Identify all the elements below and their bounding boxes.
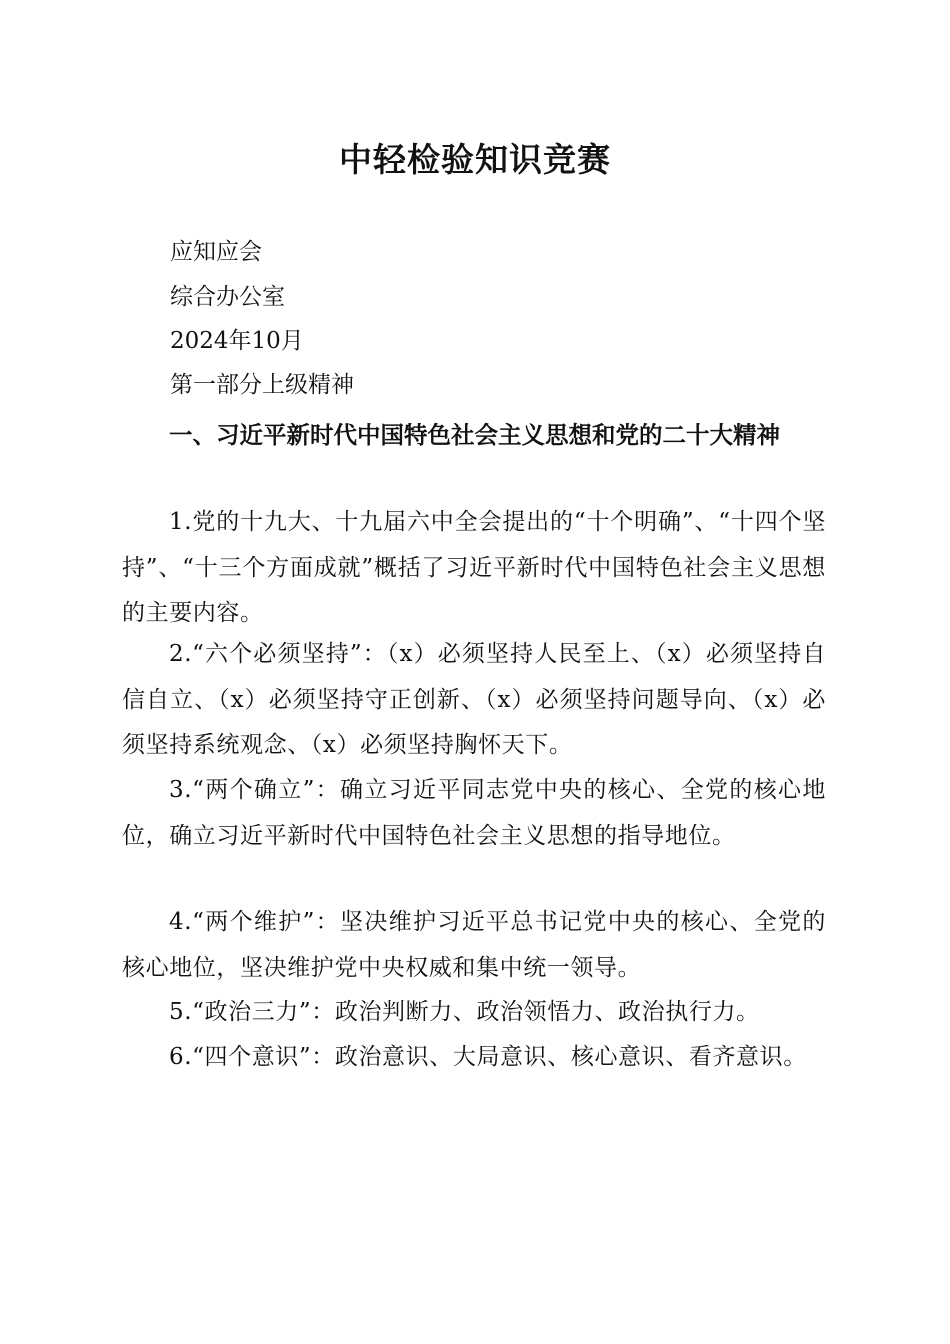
section-heading: 一、习近平新时代中国特色社会主义思想和党的二十大精神 (169, 421, 780, 449)
document-subtitle: 应知应会 (170, 239, 262, 265)
part-heading: 第一部分上级精神 (170, 372, 354, 398)
document-title: 中轻检验知识竞赛 (339, 140, 611, 179)
document-date: 2024年10月 (170, 328, 304, 354)
list-item: 2.“六个必须坚持”：（x）必须坚持人民至上、（x）必须坚持自信自立、（x）必须坚持守正创新、（x）必须坚持问题导向、（x）必须坚持系统观念、（x）必须坚持胸怀天下。 (122, 641, 826, 758)
document-department: 综合办公室 (170, 284, 285, 310)
list-item: 6.“四个意识”：政治意识、大局意识、核心意识、看齐意识。 (169, 1044, 807, 1070)
list-item: 5.“政治三力”：政治判断力、政治领悟力、政治执行力。 (169, 999, 760, 1025)
list-item: 3.“两个确立”：确立习近平同志党中央的核心、全党的核心地位，确立习近平新时代中国特色社会主义思想的指导地位。 (122, 777, 826, 849)
list-item: 4.“两个维护”：坚决维护习近平总书记党中央的核心、全党的核心地位，坚决维护党中央权威和集中统一领导。 (122, 909, 826, 981)
list-item: 1.党的十九大、十九届六中全会提出的“十个明确”、“十四个坚持”、“十三个方面成就”概括了习近平新时代中国特色社会主义思想的主要内容。 (122, 509, 826, 626)
